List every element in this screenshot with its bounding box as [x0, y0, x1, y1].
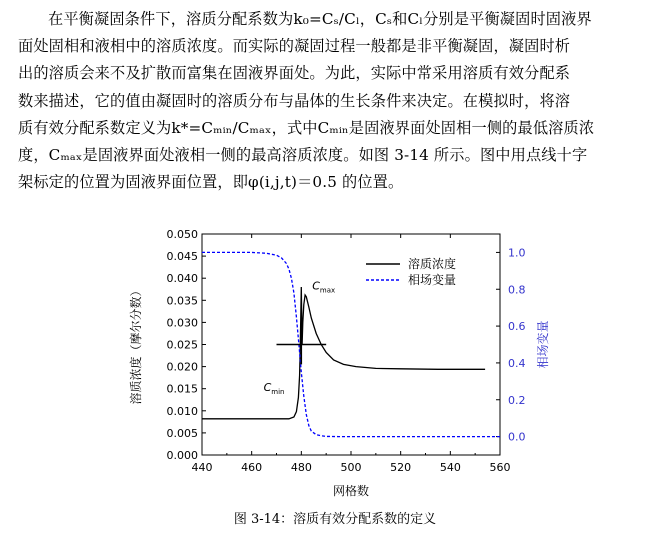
y-tick-label: 0.015 — [166, 382, 198, 396]
body-paragraph — [18, 6, 658, 196]
solute-concentration-line — [202, 287, 485, 419]
y-tick-label: 0.050 — [166, 228, 198, 241]
x-tick-label: 560 — [489, 461, 511, 474]
y-tick-label: 0.000 — [166, 449, 198, 462]
x-tick-label: 540 — [439, 461, 461, 474]
paragraph-line: 架标定的位置为固液界面位置，即φ(i,j,t)＝0.5 的位置。 — [18, 173, 404, 192]
x-tick-label: 500 — [340, 461, 362, 474]
y2-axis-label: 相场变量 — [536, 320, 550, 369]
annotation-label-min: $C_{min}$ — [263, 380, 285, 396]
x-tick-label: 520 — [390, 461, 412, 474]
x-tick-label: 440 — [191, 461, 213, 474]
y-tick-label: 0.045 — [166, 250, 198, 264]
legend-label: 溶质浓度 — [408, 257, 457, 271]
y-tick-label: 0.005 — [166, 426, 198, 440]
figure-chart — [110, 226, 570, 508]
y2-tick-label: 0.8 — [508, 283, 526, 297]
chart-svg — [110, 226, 570, 508]
legend-label: 相场变量 — [408, 273, 457, 287]
paragraph-line: 面处固相和液相中的溶质浓度。而实际的凝固过程一般都是非平衡凝固，凝固时析 — [18, 37, 571, 56]
x-axis-label: 网格数 — [332, 484, 370, 498]
y-axis-label: 溶质浓度（摩尔分数） — [129, 284, 143, 405]
y2-tick-label: 0.0 — [508, 430, 526, 444]
x-tick-label: 480 — [290, 461, 312, 474]
y-tick-label: 0.030 — [166, 316, 198, 330]
paragraph-line: 数来描述，它的值由凝固时的溶质分布与晶体的生长条件来决定。在模拟时，将溶 — [18, 91, 571, 110]
paragraph-line: 质有效分配系数定义为k*=Cₘᵢₙ/Cₘₐₓ，式中Cₘᵢₙ是固液界面处固相一侧的最低溶质浓 — [18, 118, 595, 137]
y2-tick-label: 0.6 — [508, 320, 526, 334]
y-tick-label: 0.025 — [166, 338, 198, 352]
paragraph-line: 度，Cₘₐₓ是固液界面处液相一侧的最高溶质浓度。如图 3-14 所示。图中用点线十字 — [18, 146, 588, 165]
y-tick-label: 0.020 — [166, 360, 198, 374]
annotation-label-max: $C_{max}$ — [312, 279, 336, 295]
y-tick-label: 0.040 — [166, 272, 198, 286]
x-tick-label: 460 — [241, 461, 263, 474]
y-tick-label: 0.035 — [166, 294, 198, 308]
y2-tick-label: 0.4 — [508, 356, 526, 370]
y2-tick-label: 0.2 — [508, 393, 526, 407]
y2-tick-label: 1.0 — [508, 246, 526, 260]
paragraph-line: 在平衡凝固条件下，溶质分配系数为k₀=Cₛ/Cₗ，Cₛ和Cₗ分别是平衡凝固时固液界 — [48, 10, 592, 28]
paragraph-line: 出的溶质会来不及扩散而富集在固液界面处。为此，实际中常采用溶质有效分配系 — [18, 64, 571, 83]
y-tick-label: 0.010 — [166, 404, 198, 418]
figure-caption: 图 3-14：溶质有效分配系数的定义 — [233, 512, 437, 527]
